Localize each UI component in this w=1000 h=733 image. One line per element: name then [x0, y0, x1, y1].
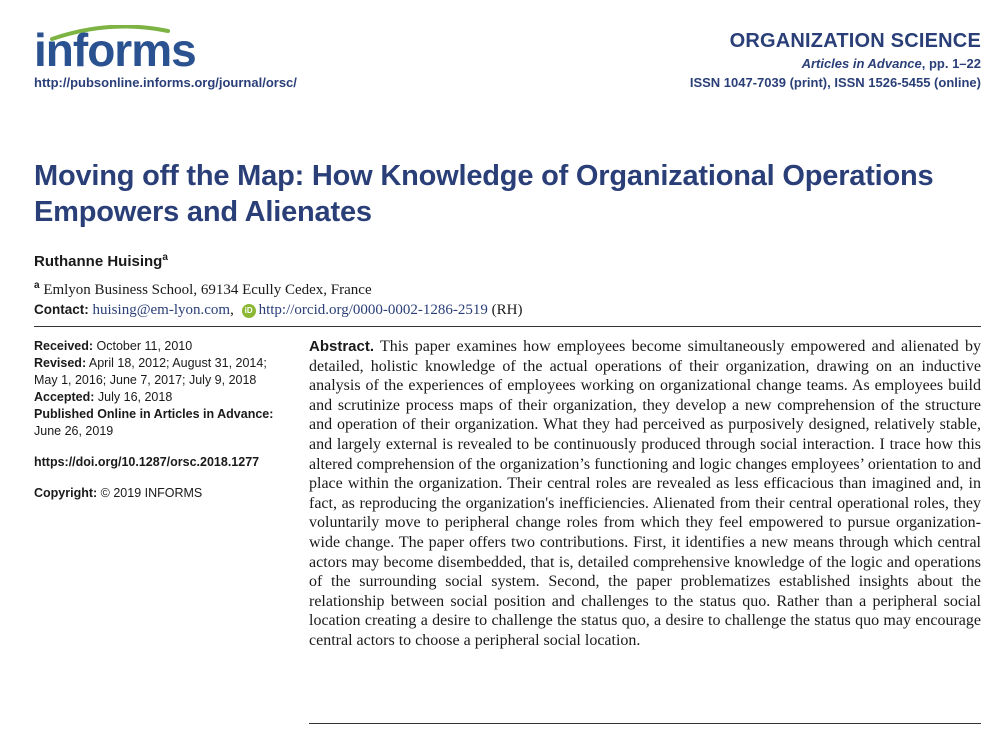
orcid-icon[interactable]: iD: [242, 304, 256, 318]
journal-info: [690, 30, 981, 90]
affil-sup: a: [34, 280, 40, 291]
author-affiliation: [34, 280, 372, 299]
doi-row: [34, 454, 274, 471]
abstract: [309, 337, 981, 651]
abstract-text: This paper examines how employees become simultaneously empowered and alienated by detailed, holistic knowledge of the actual operations of their organization, drawing on an inductive analysis of the experiences of employees working on organizational change teams. As employees build and scrutinize process maps of their organization, they develop a new comprehension of the structure and operation of their organization. What they had perceived as purposively designed, relatively stable, and largely external is revealed to be continuously produced through social interaction. I trace how this altered comprehension of the organization’s functioning and logic changes employees’ orientation to and place within the organization. Their central roles are revealed as less efficacious than imagined and, in fact, as reproducing the organization's inefficiencies. Alienated from their central operational roles, they voluntarily move to peripheral change roles from which they feel empowered to pursue organization-wide change. The paper offers two contributions. First, it identifies a new means through which central actors may become disembedded, that is, detailed comprehensive knowledge of the logic and operations of the surrounding social system. Second, the paper problematizes established insights about the relationship between social position and challenges to the status quo. Rather than a peripheral social location creating a desire to challenge the status quo, a desire to challenge the status quo may encourage central actors to choose a peripheral social location.: [309, 338, 981, 649]
author-text: Ruthanne Huising: [34, 253, 163, 270]
published-row: [34, 406, 274, 440]
doi-link[interactable]: https://doi.org/10.1287/orsc.2018.1277: [34, 455, 260, 469]
received-label: Received:: [34, 339, 94, 353]
journal-name: ORGANIZATION SCIENCE: [729, 30, 981, 52]
received-row: [34, 338, 274, 355]
journal-url-link[interactable]: http://pubsonline.informs.org/journal/orsc/: [34, 75, 297, 90]
copyright-value: © 2019 INFORMS: [97, 486, 203, 500]
issue-pages: , pp. 1–22: [921, 56, 981, 71]
author-name: [34, 252, 168, 270]
published-label: Published Online in Articles in Advance:: [34, 407, 274, 421]
journal-issn: ISSN 1047-7039 (print), ISSN 1526-5455 (online): [689, 75, 981, 90]
abstract-label: Abstract.: [309, 338, 375, 355]
accepted-value: July 16, 2018: [94, 390, 173, 404]
revised-value: April 18, 2012; August 31, 2014; May 1, 2016; June 7, 2017; July 9, 2018: [34, 356, 267, 387]
contact-line: [34, 302, 522, 319]
contact-label: Contact:: [34, 302, 89, 317]
copyright-label: Copyright:: [34, 486, 98, 500]
top-divider: [34, 326, 981, 327]
informs-logo[interactable]: informs: [34, 24, 196, 76]
revised-row: [34, 355, 274, 389]
accepted-label: Accepted:: [34, 390, 95, 404]
orcid-link[interactable]: http://orcid.org/0000-0002-1286-2519: [258, 302, 488, 318]
accepted-row: [34, 389, 274, 406]
bottom-divider: [309, 723, 981, 724]
affil-text: Emlyon Business School, 69134 Ecully Cedex, France: [39, 282, 372, 298]
copyright-row: [34, 485, 274, 502]
email-separator: ,: [230, 302, 234, 318]
article-title: Moving off the Map: How Knowledge of Organizational Operations Empowers and Alienates: [34, 160, 934, 228]
author-sup: a: [162, 252, 168, 263]
article-history: [34, 338, 274, 502]
orcid-suffix: (RH): [487, 302, 523, 318]
published-value: June 26, 2019: [34, 424, 114, 438]
revised-label: Revised:: [34, 356, 87, 370]
email-link[interactable]: huising@em-lyon.com: [92, 302, 231, 318]
issue-label: Articles in Advance: [801, 56, 922, 71]
journal-issue: [690, 56, 981, 71]
received-value: October 11, 2010: [93, 339, 193, 353]
